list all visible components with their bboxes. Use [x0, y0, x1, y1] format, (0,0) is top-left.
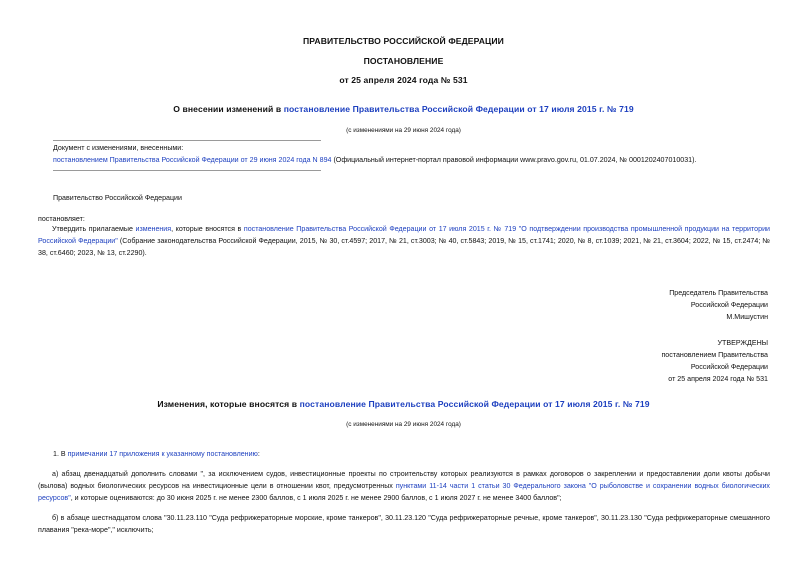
changes-box-label: Документ с изменениями, внесенными:	[53, 144, 184, 152]
title-amended-note: (с изменениями на 29 июня 2024 года)	[346, 127, 461, 134]
issuer: Правительство Российской Федерации	[53, 194, 182, 202]
item1-text-a: 1. В	[53, 450, 68, 458]
p1-link-resolution[interactable]: постановление Правительства Российской Федерации от 17 июля 2015 г. № 719 "О подтверждении производства промышленной продукции на территории Российской Федерации"	[38, 225, 770, 245]
signature-position: Председатель Правительства	[669, 289, 768, 297]
changes-title-link[interactable]: постановление Правительства Российской Федерации от 17 июля 2015 г. № 719	[299, 399, 650, 409]
signature-organization: Российской Федерации	[690, 301, 768, 309]
changes-item-a	[38, 468, 770, 504]
date-number-heading: от 25 апреля 2024 года № 531	[339, 75, 468, 85]
item-a-text-2: , и которые оцениваются: до 30 июня 2025 г. не менее 2300 баллов, с 1 июля 2025 г. не менее 2900 баллов, с 1 июля 2027 г. не менее 3400 баллов";	[70, 494, 562, 502]
approval-block	[470, 337, 768, 385]
changes-item-b: б) в абзаце шестнадцатом слова "30.11.23.110 "Суда рефрижераторные морские, кроме танкеров", 30.11.23.120 "Суда рефрижераторные речные, кроме танкеров", 30.11.23.130 "Суда рефрижераторные смешанного плавания "река-море"," исключить;	[38, 514, 770, 534]
changes-title-prefix: Изменения, которые вносятся в	[157, 399, 300, 409]
doc-type-heading: ПОСТАНОВЛЕНИЕ	[363, 56, 444, 66]
p1-text-b: , которые вносятся в	[171, 225, 244, 233]
p1-text-a: Утвердить прилагаемые	[52, 225, 136, 233]
title-prefix: О внесении изменений в	[173, 104, 284, 114]
item1-text-b: :	[257, 450, 260, 458]
document-title	[0, 104, 807, 114]
item-a-text-1: а) абзац двенадцатый дополнить словами ", за исключением судов, инвестиционные проекты по строительству которых реализуются в рамках договоров о закреплении и предоставлении доли квоты добычи (вылова) водных биологических ресурсов на инвестиционные цели в отношении квот, предусмотренных	[38, 470, 770, 490]
p1-link-changes[interactable]: изменения	[135, 225, 172, 233]
resolution-paragraph	[38, 223, 770, 259]
changes-box-rest: (Официальный интернет-портал правовой информации www.pravo.gov.ru, 01.07.2024, № 0001202407010031).	[331, 156, 697, 164]
p1-text-c: (Собрание законодательства Российской Федерации, 2015, № 30, ст.4597; 2017, № 21, ст.3003; № 40, ст.5843; 2019, № 15, ст.1741; 2020, № 8, ст.1039; 2021, № 21, ст.3604; 2022, № 15, ст.2474; № 38, ст.6460; 2023, № 13, ст.2290).	[38, 237, 770, 257]
resolves: постановляет:	[38, 215, 85, 223]
item-a-link[interactable]: пунктами 11-14 части 1 статьи 30 Федерального закона "О рыболовстве и сохранении водных биологических ресурсов"	[38, 482, 770, 502]
approval-line-3: Российской Федерации	[690, 363, 768, 371]
approval-line-2: постановлением Правительства	[661, 351, 768, 359]
changes-box-top-rule	[53, 140, 321, 141]
title-link[interactable]: постановление Правительства Российской Федерации от 17 июля 2015 г. № 719	[283, 104, 634, 114]
changes-box-bottom-rule	[53, 170, 321, 171]
changes-title	[0, 399, 807, 409]
government-heading: ПРАВИТЕЛЬСТВО РОССИЙСКОЙ ФЕДЕРАЦИИ	[303, 36, 504, 46]
approval-line-1: УТВЕРЖДЕНЫ	[717, 339, 768, 347]
changes-title-amended-note: (с изменениями на 29 июня 2024 года)	[346, 421, 461, 428]
item1-link[interactable]: примечании 17 приложения к указанному постановлению	[67, 450, 258, 458]
signature-name: М.Мишустин	[726, 313, 768, 321]
changes-box-source	[53, 154, 773, 166]
changes-box-link[interactable]: постановлением Правительства Российской Федерации от 29 июня 2024 года N 894	[53, 156, 332, 164]
signature-block	[470, 287, 768, 323]
changes-item-1	[53, 448, 260, 460]
approval-line-4: от 25 апреля 2024 года № 531	[668, 375, 768, 383]
changes-box	[53, 142, 773, 166]
